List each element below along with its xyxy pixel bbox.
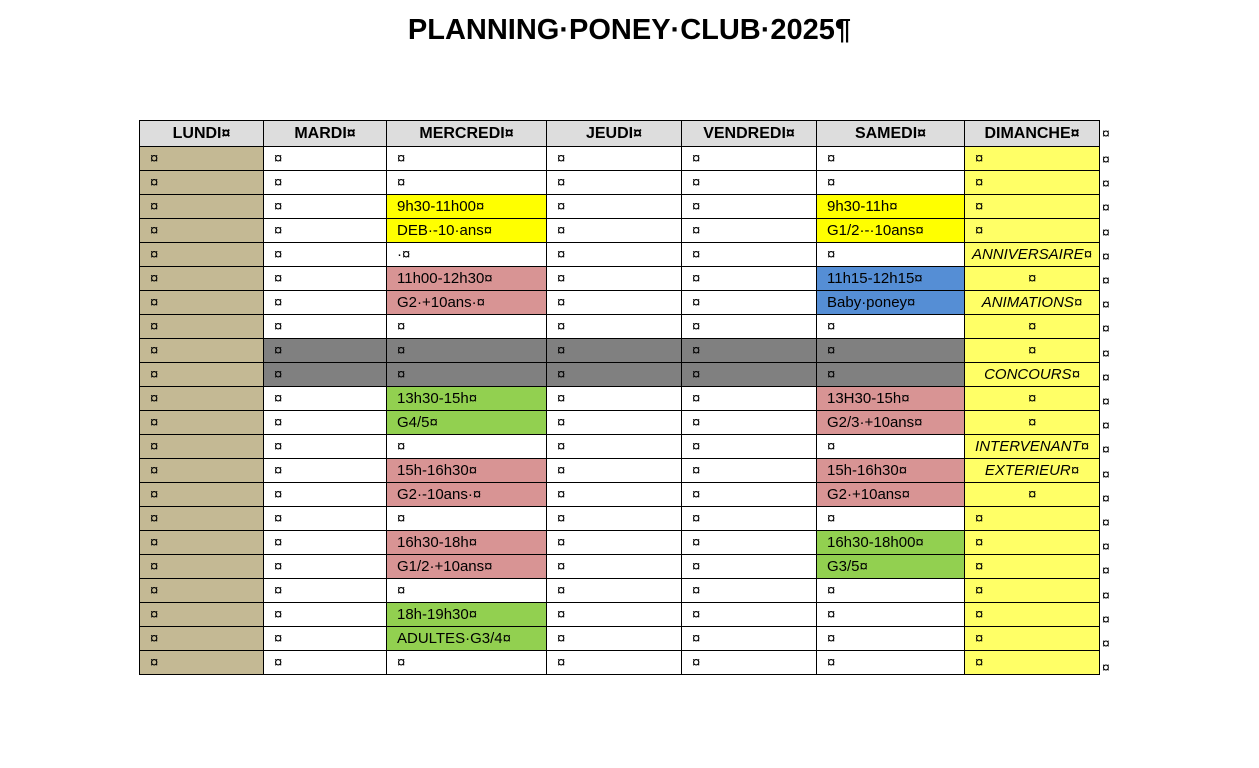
header-jeudi: JEUDI¤ bbox=[547, 121, 682, 147]
cell-dimanche: ¤ bbox=[965, 411, 1100, 435]
cell-vendredi: ¤ bbox=[682, 651, 817, 675]
cell-vendredi: ¤ bbox=[682, 459, 817, 483]
row-end-marker: ¤ bbox=[1102, 296, 1110, 313]
cell-mercredi: 13h30-15h¤ bbox=[387, 387, 547, 411]
cell-samedi: ¤ bbox=[817, 603, 965, 627]
header-samedi: SAMEDI¤ bbox=[817, 121, 965, 147]
cell-dimanche: ¤ bbox=[965, 651, 1100, 675]
header-lundi: LUNDI¤ bbox=[140, 121, 264, 147]
cell-mercredi: ·¤ bbox=[387, 243, 547, 267]
cell-vendredi: ¤ bbox=[682, 219, 817, 243]
cell-mercredi: 16h30-18h¤ bbox=[387, 531, 547, 555]
cell-lundi: ¤ bbox=[140, 411, 264, 435]
cell-mercredi: 18h-19h30¤ bbox=[387, 603, 547, 627]
cell-samedi: 13H30-15h¤ bbox=[817, 387, 965, 411]
cell-lundi: ¤ bbox=[140, 435, 264, 459]
cell-jeudi: ¤ bbox=[547, 387, 682, 411]
cell-mercredi: DEB·-10·ans¤ bbox=[387, 219, 547, 243]
cell-jeudi: ¤ bbox=[547, 195, 682, 219]
cell-mercredi: ¤ bbox=[387, 435, 547, 459]
header-row bbox=[140, 121, 1100, 147]
cell-mercredi: ¤ bbox=[387, 579, 547, 603]
cell-dimanche: ¤ bbox=[965, 579, 1100, 603]
cell-samedi: ¤ bbox=[817, 627, 965, 651]
row-end-marker: ¤ bbox=[1102, 125, 1110, 141]
cell-vendredi: ¤ bbox=[682, 531, 817, 555]
row-end-marker: ¤ bbox=[1102, 151, 1110, 167]
cell-jeudi: ¤ bbox=[547, 147, 682, 171]
cell-vendredi: ¤ bbox=[682, 243, 817, 267]
cell-mardi: ¤ bbox=[264, 411, 387, 435]
cell-mardi: ¤ bbox=[264, 267, 387, 291]
cell-samedi: Baby·poney¤ bbox=[817, 291, 965, 315]
table-row bbox=[140, 435, 1100, 459]
cell-lundi: ¤ bbox=[140, 219, 264, 243]
cell-mardi: ¤ bbox=[264, 195, 387, 219]
row-end-marker: ¤ bbox=[1102, 538, 1110, 555]
row-end-marker: ¤ bbox=[1102, 489, 1110, 506]
row-end-marker: ¤ bbox=[1102, 514, 1110, 530]
cell-mercredi: ¤ bbox=[387, 339, 547, 363]
cell-mardi: ¤ bbox=[264, 579, 387, 603]
table-row bbox=[140, 411, 1100, 435]
cell-lundi: ¤ bbox=[140, 459, 264, 483]
cell-vendredi: ¤ bbox=[682, 603, 817, 627]
cell-samedi: G2/3·+10ans¤ bbox=[817, 411, 965, 435]
table-row bbox=[140, 243, 1100, 267]
cell-dimanche: CONCOURS¤ bbox=[965, 363, 1100, 387]
cell-jeudi: ¤ bbox=[547, 555, 682, 579]
row-end-marker: ¤ bbox=[1102, 272, 1110, 288]
header-mercredi: MERCREDI¤ bbox=[387, 121, 547, 147]
cell-jeudi: ¤ bbox=[547, 315, 682, 339]
cell-mardi: ¤ bbox=[264, 219, 387, 243]
row-end-marker: ¤ bbox=[1102, 586, 1110, 603]
cell-samedi: ¤ bbox=[817, 147, 965, 171]
cell-lundi: ¤ bbox=[140, 507, 264, 531]
row-end-marker: ¤ bbox=[1102, 175, 1110, 192]
cell-lundi: ¤ bbox=[140, 363, 264, 387]
cell-mardi: ¤ bbox=[264, 387, 387, 411]
header-vendredi: VENDREDI¤ bbox=[682, 121, 817, 147]
table-row bbox=[140, 339, 1100, 363]
cell-jeudi: ¤ bbox=[547, 363, 682, 387]
cell-dimanche: ¤ bbox=[965, 483, 1100, 507]
cell-samedi: ¤ bbox=[817, 651, 965, 675]
cell-jeudi: ¤ bbox=[547, 291, 682, 315]
cell-dimanche: ¤ bbox=[965, 387, 1100, 411]
cell-mardi: ¤ bbox=[264, 507, 387, 531]
cell-jeudi: ¤ bbox=[547, 459, 682, 483]
cell-mardi: ¤ bbox=[264, 483, 387, 507]
cell-vendredi: ¤ bbox=[682, 147, 817, 171]
cell-dimanche: ¤ bbox=[965, 339, 1100, 363]
cell-lundi: ¤ bbox=[140, 243, 264, 267]
cell-lundi: ¤ bbox=[140, 555, 264, 579]
table-row bbox=[140, 507, 1100, 531]
cell-mercredi: G4/5¤ bbox=[387, 411, 547, 435]
row-end-marker: ¤ bbox=[1102, 368, 1110, 385]
row-end-marker: ¤ bbox=[1102, 320, 1110, 337]
table-row bbox=[140, 267, 1100, 291]
cell-dimanche: ¤ bbox=[965, 195, 1100, 219]
cell-dimanche: EXTERIEUR¤ bbox=[965, 459, 1100, 483]
cell-jeudi: ¤ bbox=[547, 435, 682, 459]
cell-jeudi: ¤ bbox=[547, 603, 682, 627]
table-row bbox=[140, 195, 1100, 219]
cell-lundi: ¤ bbox=[140, 267, 264, 291]
cell-dimanche: ¤ bbox=[965, 531, 1100, 555]
cell-mardi: ¤ bbox=[264, 171, 387, 195]
cell-jeudi: ¤ bbox=[547, 483, 682, 507]
cell-mercredi: 11h00-12h30¤ bbox=[387, 267, 547, 291]
cell-samedi: ¤ bbox=[817, 339, 965, 363]
cell-vendredi: ¤ bbox=[682, 171, 817, 195]
cell-samedi: ¤ bbox=[817, 435, 965, 459]
table-row bbox=[140, 387, 1100, 411]
cell-jeudi: ¤ bbox=[547, 339, 682, 363]
cell-lundi: ¤ bbox=[140, 483, 264, 507]
cell-samedi: G3/5¤ bbox=[817, 555, 965, 579]
cell-lundi: ¤ bbox=[140, 627, 264, 651]
table-row bbox=[140, 459, 1100, 483]
cell-lundi: ¤ bbox=[140, 579, 264, 603]
cell-mardi: ¤ bbox=[264, 555, 387, 579]
cell-dimanche: INTERVENANT¤ bbox=[965, 435, 1100, 459]
cell-mercredi: ADULTES·G3/4¤ bbox=[387, 627, 547, 651]
table-row bbox=[140, 555, 1100, 579]
row-end-marker: ¤ bbox=[1102, 223, 1110, 240]
cell-mercredi: ¤ bbox=[387, 507, 547, 531]
cell-vendredi: ¤ bbox=[682, 195, 817, 219]
cell-lundi: ¤ bbox=[140, 339, 264, 363]
cell-vendredi: ¤ bbox=[682, 435, 817, 459]
cell-dimanche: ¤ bbox=[965, 219, 1100, 243]
table-row bbox=[140, 579, 1100, 603]
table-row bbox=[140, 171, 1100, 195]
cell-vendredi: ¤ bbox=[682, 483, 817, 507]
cell-mercredi: G1/2·+10ans¤ bbox=[387, 555, 547, 579]
cell-lundi: ¤ bbox=[140, 315, 264, 339]
cell-vendredi: ¤ bbox=[682, 627, 817, 651]
row-end-marker: ¤ bbox=[1102, 417, 1110, 434]
cell-vendredi: ¤ bbox=[682, 339, 817, 363]
cell-jeudi: ¤ bbox=[547, 267, 682, 291]
row-end-marker: ¤ bbox=[1102, 610, 1110, 627]
cell-samedi: ¤ bbox=[817, 315, 965, 339]
table-row bbox=[140, 291, 1100, 315]
cell-mardi: ¤ bbox=[264, 627, 387, 651]
row-end-marker: ¤ bbox=[1102, 247, 1110, 264]
cell-vendredi: ¤ bbox=[682, 363, 817, 387]
cell-samedi: ¤ bbox=[817, 579, 965, 603]
cell-lundi: ¤ bbox=[140, 147, 264, 171]
schedule-table bbox=[139, 120, 1100, 675]
cell-vendredi: ¤ bbox=[682, 411, 817, 435]
cell-samedi: ¤ bbox=[817, 507, 965, 531]
cell-jeudi: ¤ bbox=[547, 651, 682, 675]
table-row bbox=[140, 147, 1100, 171]
document-title: PLANNING·PONEY·CLUB·2025¶ bbox=[407, 14, 852, 46]
cell-samedi: 9h30-11h¤ bbox=[817, 195, 965, 219]
cell-lundi: ¤ bbox=[140, 171, 264, 195]
cell-mardi: ¤ bbox=[264, 315, 387, 339]
row-end-marker: ¤ bbox=[1102, 635, 1110, 651]
table-row bbox=[140, 531, 1100, 555]
table-row bbox=[140, 363, 1100, 387]
cell-mardi: ¤ bbox=[264, 651, 387, 675]
cell-mardi: ¤ bbox=[264, 603, 387, 627]
cell-samedi: ¤ bbox=[817, 243, 965, 267]
cell-jeudi: ¤ bbox=[547, 507, 682, 531]
table-row bbox=[140, 603, 1100, 627]
row-end-marker: ¤ bbox=[1102, 562, 1110, 579]
table-row bbox=[140, 627, 1100, 651]
cell-samedi: 15h-16h30¤ bbox=[817, 459, 965, 483]
cell-lundi: ¤ bbox=[140, 195, 264, 219]
cell-vendredi: ¤ bbox=[682, 315, 817, 339]
cell-jeudi: ¤ bbox=[547, 219, 682, 243]
row-end-marker: ¤ bbox=[1102, 465, 1110, 482]
cell-vendredi: ¤ bbox=[682, 555, 817, 579]
cell-jeudi: ¤ bbox=[547, 243, 682, 267]
cell-mardi: ¤ bbox=[264, 147, 387, 171]
cell-lundi: ¤ bbox=[140, 651, 264, 675]
cell-dimanche: ANIMATIONS¤ bbox=[965, 291, 1100, 315]
cell-lundi: ¤ bbox=[140, 387, 264, 411]
cell-vendredi: ¤ bbox=[682, 507, 817, 531]
cell-dimanche: ¤ bbox=[965, 627, 1100, 651]
table-row bbox=[140, 315, 1100, 339]
cell-vendredi: ¤ bbox=[682, 579, 817, 603]
cell-mercredi: ¤ bbox=[387, 171, 547, 195]
cell-lundi: ¤ bbox=[140, 531, 264, 555]
cell-vendredi: ¤ bbox=[682, 291, 817, 315]
row-end-marker: ¤ bbox=[1102, 441, 1110, 458]
cell-samedi: G2·+10ans¤ bbox=[817, 483, 965, 507]
cell-mercredi: ¤ bbox=[387, 315, 547, 339]
cell-jeudi: ¤ bbox=[547, 171, 682, 195]
cell-vendredi: ¤ bbox=[682, 387, 817, 411]
header-dimanche: DIMANCHE¤ bbox=[965, 121, 1100, 147]
cell-vendredi: ¤ bbox=[682, 267, 817, 291]
cell-mardi: ¤ bbox=[264, 459, 387, 483]
cell-samedi: ¤ bbox=[817, 363, 965, 387]
cell-mardi: ¤ bbox=[264, 363, 387, 387]
cell-mercredi: 15h-16h30¤ bbox=[387, 459, 547, 483]
cell-samedi: 16h30-18h00¤ bbox=[817, 531, 965, 555]
cell-mardi: ¤ bbox=[264, 435, 387, 459]
row-end-marker: ¤ bbox=[1102, 344, 1110, 361]
table-row bbox=[140, 651, 1100, 675]
cell-mercredi: 9h30-11h00¤ bbox=[387, 195, 547, 219]
cell-dimanche: ¤ bbox=[965, 555, 1100, 579]
cell-mercredi: G2·+10ans·¤ bbox=[387, 291, 547, 315]
row-end-marker: ¤ bbox=[1102, 199, 1110, 216]
cell-jeudi: ¤ bbox=[547, 411, 682, 435]
cell-lundi: ¤ bbox=[140, 603, 264, 627]
cell-mardi: ¤ bbox=[264, 531, 387, 555]
cell-dimanche: ¤ bbox=[965, 315, 1100, 339]
cell-samedi: ¤ bbox=[817, 171, 965, 195]
cell-jeudi: ¤ bbox=[547, 627, 682, 651]
cell-mercredi: ¤ bbox=[387, 651, 547, 675]
cell-lundi: ¤ bbox=[140, 291, 264, 315]
cell-mardi: ¤ bbox=[264, 243, 387, 267]
cell-samedi: G1/2·-·10ans¤ bbox=[817, 219, 965, 243]
cell-dimanche: ¤ bbox=[965, 147, 1100, 171]
cell-samedi: 11h15-12h15¤ bbox=[817, 267, 965, 291]
table-row bbox=[140, 219, 1100, 243]
row-end-marker: ¤ bbox=[1102, 393, 1110, 409]
table-row bbox=[140, 483, 1100, 507]
cell-mardi: ¤ bbox=[264, 339, 387, 363]
cell-dimanche: ¤ bbox=[965, 603, 1100, 627]
cell-mardi: ¤ bbox=[264, 291, 387, 315]
cell-jeudi: ¤ bbox=[547, 531, 682, 555]
cell-dimanche: ¤ bbox=[965, 171, 1100, 195]
cell-dimanche: ¤ bbox=[965, 507, 1100, 531]
cell-mercredi: ¤ bbox=[387, 147, 547, 171]
cell-mercredi: G2·-10ans·¤ bbox=[387, 483, 547, 507]
cell-jeudi: ¤ bbox=[547, 579, 682, 603]
cell-dimanche: ¤ bbox=[965, 267, 1100, 291]
cell-mercredi: ¤ bbox=[387, 363, 547, 387]
row-end-marker: ¤ bbox=[1102, 659, 1110, 676]
cell-dimanche: ANNIVERSAIRE¤ bbox=[965, 243, 1100, 267]
header-mardi: MARDI¤ bbox=[264, 121, 387, 147]
